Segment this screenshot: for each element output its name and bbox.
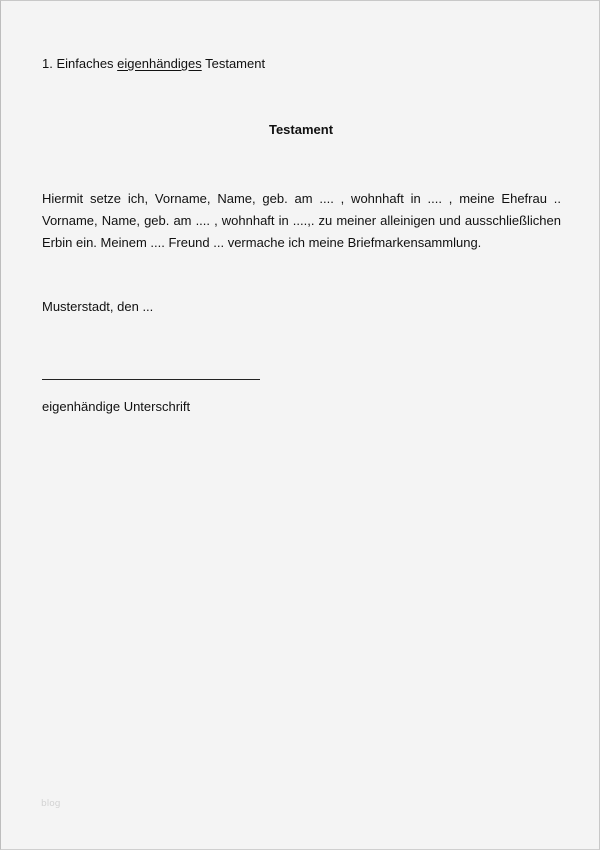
signature-label: eigenhändige Unterschrift [42, 399, 191, 414]
heading-prefix: 1. Einfaches [42, 56, 118, 71]
watermark: blog [41, 799, 61, 809]
heading-suffix: Testament [201, 56, 266, 71]
document-title: Testament [268, 122, 334, 137]
signature-line [42, 379, 260, 380]
place-date: Musterstadt, den ... [42, 299, 154, 314]
heading-underlined-word: eigenhändiges [117, 56, 202, 71]
section-heading [42, 56, 265, 72]
body-paragraph: Hiermit setze ich, Vorname, Name, geb. am .... , wohnhaft in .... , meine Ehefrau .. Vorname, Name, geb. am .... , wohnhaft in ....,. zu meiner alleinigen und ausschließlichen Erbin ein. Meinem .... Freund ... vermache ich meine Briefmarkensammlung. [42, 191, 561, 250]
